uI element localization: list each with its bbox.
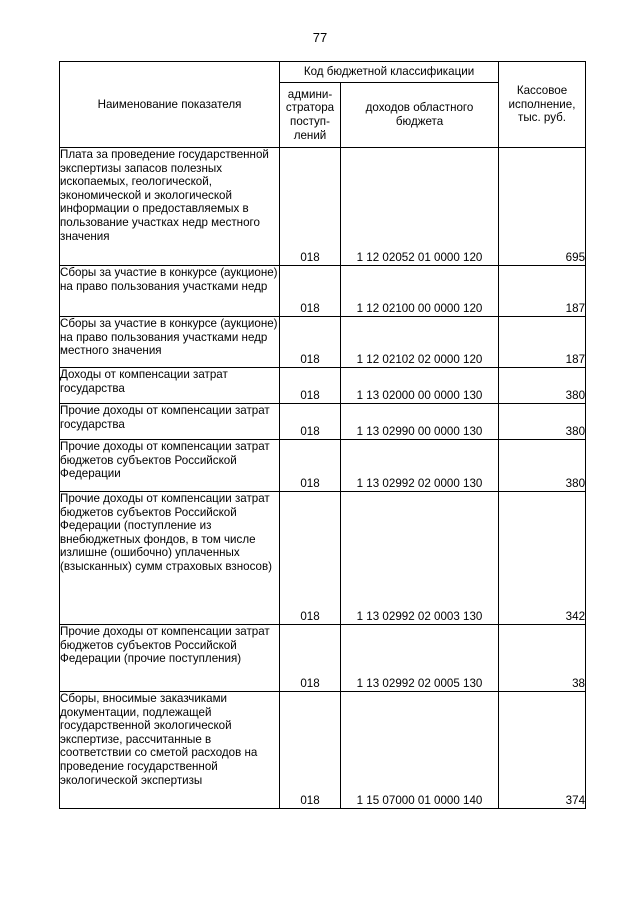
row-admin-code: 018 xyxy=(280,404,341,440)
row-name: Доходы от компенсации затрат государства xyxy=(60,368,280,404)
table-row xyxy=(60,317,586,368)
row-amount: 380 xyxy=(499,404,586,440)
row-income-code: 1 15 07000 01 0000 140 xyxy=(341,692,499,809)
row-amount: 380 xyxy=(499,368,586,404)
row-income-code: 1 12 02052 01 0000 120 xyxy=(341,148,499,266)
row-name: Прочие доходы от компенсации затрат государства xyxy=(60,404,280,440)
row-income-code: 1 12 02100 00 0000 120 xyxy=(341,266,499,317)
row-amount: 695 xyxy=(499,148,586,266)
row-admin-code: 018 xyxy=(280,148,341,266)
row-income-code: 1 13 02990 00 0000 130 xyxy=(341,404,499,440)
table-row xyxy=(60,368,586,404)
table-row xyxy=(60,692,586,809)
row-name: Сборы за участие в конкурсе (аукционе) на право пользования участками недр местного значения xyxy=(60,317,280,368)
row-name: Прочие доходы от компенсации затрат бюджетов субъектов Российской Федерации xyxy=(60,440,280,492)
table-row xyxy=(60,404,586,440)
header-cash-execution: Кассовое исполнение, тыс. руб. xyxy=(499,62,586,148)
row-amount: 380 xyxy=(499,440,586,492)
row-name: Плата за проведение государственной экспертизы запасов полезных ископаемых, геологической, экономической и экологической информации о предоставляемых в пользование участках недр местного значения xyxy=(60,148,280,266)
row-amount: 187 xyxy=(499,317,586,368)
row-admin-code: 018 xyxy=(280,368,341,404)
header-budget-code: Код бюджетной классификации xyxy=(280,62,499,83)
row-income-code: 1 12 02102 02 0000 120 xyxy=(341,317,499,368)
row-income-code: 1 13 02992 02 0000 130 xyxy=(341,440,499,492)
row-admin-code: 018 xyxy=(280,317,341,368)
row-amount: 38 xyxy=(499,625,586,692)
row-income-code: 1 13 02992 02 0005 130 xyxy=(341,625,499,692)
page-number: 77 xyxy=(312,30,328,45)
table-row xyxy=(60,266,586,317)
header-regional-income: доходов областного бюджета xyxy=(341,83,499,148)
row-admin-code: 018 xyxy=(280,692,341,809)
row-admin-code: 018 xyxy=(280,492,341,625)
row-income-code: 1 13 02000 00 0000 130 xyxy=(341,368,499,404)
header-indicator-name: Наименование показателя xyxy=(60,62,280,148)
row-name: Прочие доходы от компенсации затрат бюджетов субъектов Российской Федерации (поступление из внебюджетных фондов, в том числе излишне (ошибочно) уплаченных (взысканных) сумм страховых взносов) xyxy=(60,492,280,625)
row-admin-code: 018 xyxy=(280,266,341,317)
row-amount: 374 xyxy=(499,692,586,809)
table-row xyxy=(60,625,586,692)
row-admin-code: 018 xyxy=(280,625,341,692)
table-row xyxy=(60,440,586,492)
row-name: Прочие доходы от компенсации затрат бюджетов субъектов Российской Федерации (прочие поступления) xyxy=(60,625,280,692)
row-name: Сборы за участие в конкурсе (аукционе) на право пользования участками недр xyxy=(60,266,280,317)
header-administrator: админи-стратора поступ-лений xyxy=(280,83,341,148)
table-row xyxy=(60,148,586,266)
row-admin-code: 018 xyxy=(280,440,341,492)
budget-classification-table xyxy=(59,61,586,809)
row-name: Сборы, вносимые заказчиками документации, подлежащей государственной экологической экспертизе, рассчитанные в соответствии со сметой расходов на проведение государственной экологической экспертизы xyxy=(60,692,280,809)
row-amount: 342 xyxy=(499,492,586,625)
row-income-code: 1 13 02992 02 0003 130 xyxy=(341,492,499,625)
table-row xyxy=(60,492,586,625)
row-amount: 187 xyxy=(499,266,586,317)
